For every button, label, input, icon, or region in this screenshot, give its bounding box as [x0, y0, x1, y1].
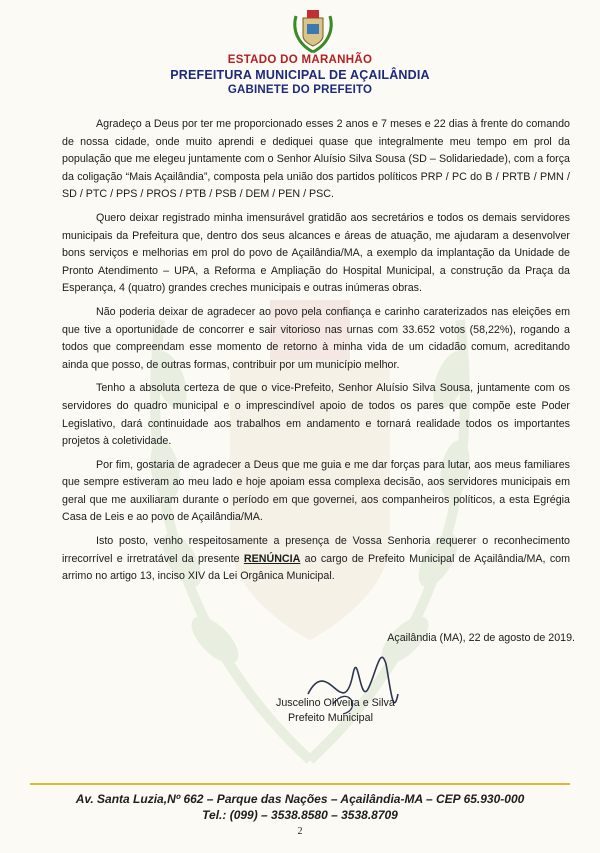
paragraph-4: Tenho a absoluta certeza de que o vice-Prefeito, Senhor Aluísio Silva Sousa, juntamente com os servidores do quadro municipal e o imprescindível apoio de todos os pares que compõe este Poder Legislativo, dará continuidade aos trabalhos em andamento e tornará realidade todos os importantes projetos à coletividade.	[62, 382, 570, 448]
footer-address: Av. Santa Luzia,Nº 662 – Parque das Nações – Açailândia-MA – CEP 65.930-000	[75, 792, 525, 806]
renuncia-word: RENÚNCIA	[243, 552, 301, 565]
paragraph-3: Não poderia deixar de agradecer ao povo pela confiança e carinho caraterizados nas eleições em que tive a oportunidade de concorrer e sair vitorioso nas urnas com 33.652 votos (58,22%), rogando a todos que compreendam esse momento de retorno à minha vida de um cidadão comum, acreditando ainda que posso, de outras formas, contribuir por um município melhor.	[62, 305, 570, 371]
letter-body	[62, 116, 570, 592]
signer-role: Prefeito Municipal	[288, 712, 373, 724]
paragraph-2: Quero deixar registrado minha imensurável gratidão aos secretários e todos os demais servidores municipais da Prefeitura que, dentro dos seus alcances e áreas de atuação, me ajudaram a desenvolver bons serviços e melhorias em prol do povo de Açailândia/MA, a exemplo da implantação da Unidade de Pronto Atendimento – UPA, a Reforma e Ampliação do Hospital Municipal, a construção da Praça da Esperança, 4 (quatro) grandes creches municipais e outras inúmeras obras.	[62, 211, 570, 295]
paragraph-1: Agradeço a Deus por ter me proporcionado esses 2 anos e 7 meses e 22 dias à frente do comando de nossa cidade, onde muito aprendi e dediquei quase que integralmente meu tempo em prol da população que me elegeu juntamente com o Senhor Aluísio Silva Sousa (SD – Solidariedade), com a força da coligação “Mais Açailândia”, composta pela união dos partidos políticos PRP / PC do B / PRTB / PMN / SD / PTC / PPS / PROS / PTB / PSB / DEM / PEN / PSC.	[62, 118, 570, 201]
footer-phone: Tel.: (099) – 3538.8580 – 3538.8709	[202, 808, 398, 822]
letter-date: Açailândia (MA), 22 de agosto de 2019.	[387, 632, 575, 644]
page-number: 2	[297, 826, 303, 837]
state-heading: ESTADO DO MARANHÃO	[227, 54, 373, 66]
prefeitura-heading: PREFEITURA MUNICIPAL DE AÇAILÂNDIA	[170, 68, 430, 82]
footer-divider	[30, 783, 570, 785]
paragraph-5: Por fim, gostaria de agradecer a Deus que me guia e me dar forças para lutar, aos meus familiares que sempre estiveram ao meu lado e hoje apoiam essa complexa decisão, aos servidores municipais em geral que me auxiliaram durante o período em que governei, aos companheiros políticos, a esta Egrégia Casa de Leis e ao povo de Açailândia/MA.	[62, 458, 570, 524]
paragraph-6	[62, 533, 570, 586]
coat-of-arms-logo	[290, 6, 336, 54]
gabinete-heading: GABINETE DO PREFEITO	[227, 84, 373, 96]
signer-name: Juscelino Oliveira e Silva	[276, 697, 395, 709]
paragraph-6-end: ao cargo de Prefeito Municipal de Açailândia/MA, com arrimo no artigo 13, inciso XIV da Lei Orgânica Municipal.	[62, 552, 571, 583]
paragraph-6-start: Isto posto, venho respeitosamente a presença de Vossa Senhoria requerer o reconhecimento irrecorrível e irretratável da presente	[62, 535, 570, 565]
